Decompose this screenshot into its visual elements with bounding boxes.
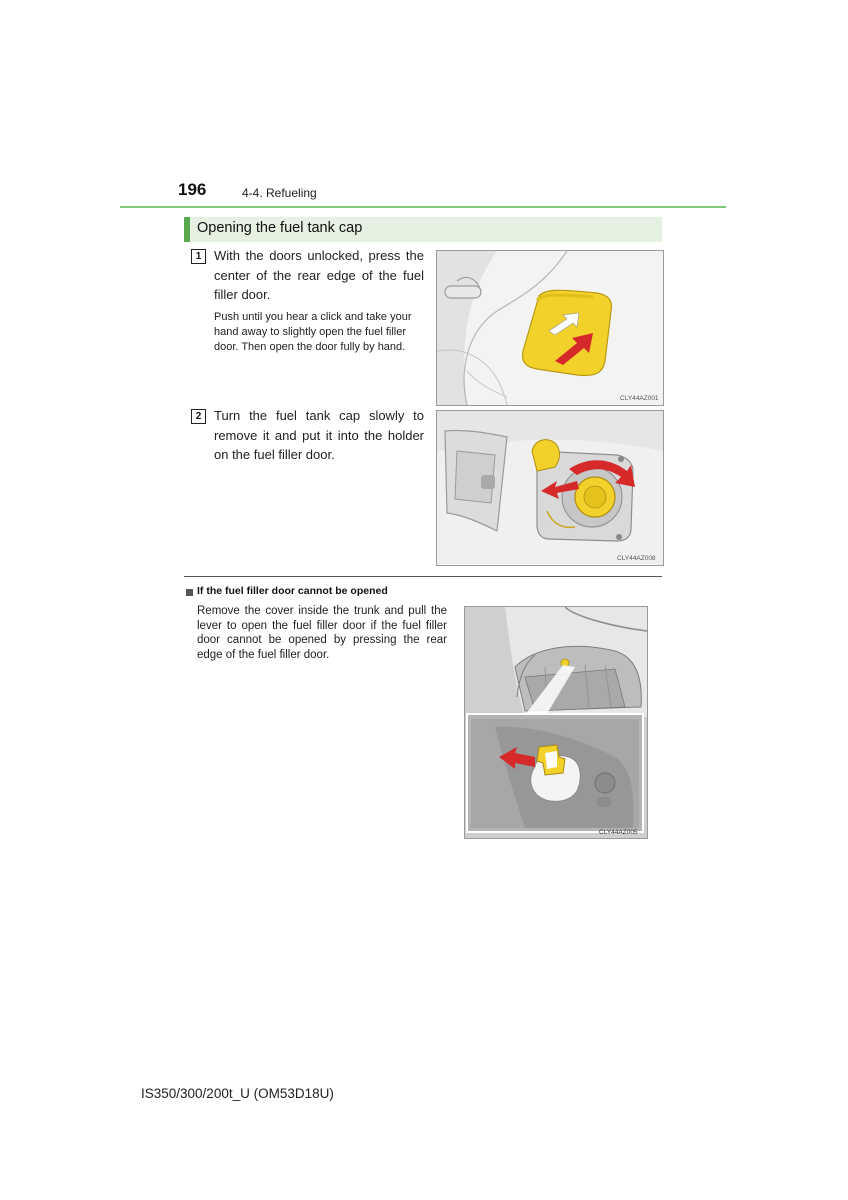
figure-trunk-lever	[464, 606, 648, 839]
subhead-bullet	[186, 589, 193, 596]
section-heading: Opening the fuel tank cap	[197, 220, 363, 236]
step-2-number: 2	[191, 409, 206, 424]
header-rule	[120, 206, 726, 208]
section-label: 4-4. Refueling	[242, 186, 317, 200]
figure-2-code: CLY44AZ008	[617, 555, 656, 562]
step-1-number: 1	[191, 249, 206, 264]
step-1-note: Push until you hear a click and take your hand away to slightly open the fuel filler door. Then open the door fully by hand.	[214, 311, 412, 353]
section-divider	[184, 576, 662, 577]
figure-fuel-tank-cap	[436, 410, 664, 566]
step-1-text: With the doors unlocked, press the center of the rear edge of the fuel filler door.	[214, 248, 424, 302]
footer-model-code: IS350/300/200t_U (OM53D18U)	[141, 1086, 334, 1101]
figure-1-code: CLY44AZ001	[620, 395, 659, 402]
step-2-text: Turn the fuel tank cap slowly to remove it and put it into the holder on the fuel filler door.	[214, 408, 424, 462]
note-title: If the fuel filler door cannot be opened	[197, 585, 388, 597]
figure-3-code: CLY44AZ005	[599, 829, 638, 836]
page-number: 196	[178, 180, 207, 199]
note-text: Remove the cover inside the trunk and pull the lever to open the fuel filler door if the fuel filler door cannot be opened by pressing the rear edge of the fuel filler door.	[197, 605, 447, 661]
figure-fuel-filler-door	[436, 250, 664, 406]
section-heading-accent	[184, 217, 190, 242]
